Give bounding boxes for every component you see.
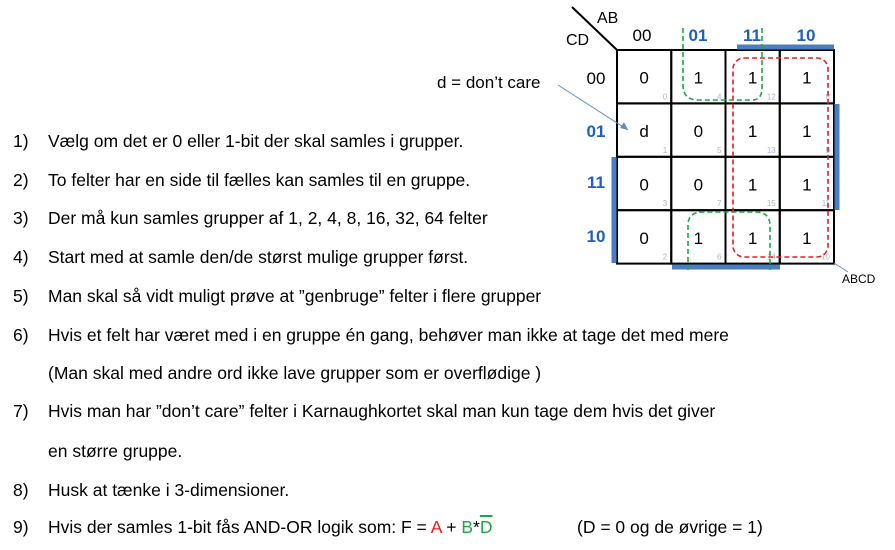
kmap-cell-value: 1: [747, 175, 758, 195]
kmap-cell-value: 1: [693, 68, 704, 88]
kmap-row-header: 01: [586, 122, 606, 141]
kmap-cell-value: 0: [693, 122, 704, 142]
rule-number: 1): [13, 131, 29, 151]
kmap-cell-value: 0: [639, 175, 649, 195]
kmap-cell-value: 1: [747, 68, 758, 88]
kmap-minterm-index: 5: [717, 145, 722, 155]
rule-number: 9): [13, 517, 29, 537]
formula-lead-text: Hvis der samles 1-bit fås AND-OR logik som: F =: [48, 517, 431, 537]
kmap-minterm-index: 8: [825, 92, 830, 102]
formula-var-a: A: [430, 517, 442, 537]
rule-text: (Man skal med andre ord ikke lave grupper som er overflødige ): [48, 363, 542, 383]
kmap-cell-value: d: [639, 122, 649, 142]
kmap-row-header: 11: [587, 173, 605, 192]
kmap-cell-value: 1: [802, 175, 812, 195]
rule-number: 8): [13, 480, 29, 500]
kmap-minterm-index: 7: [717, 199, 722, 209]
rule-number: 7): [13, 401, 29, 421]
formula-plus: +: [441, 517, 462, 537]
formula-star: *: [473, 517, 480, 537]
kmap-minterm-index: 1: [662, 145, 668, 155]
kmap-minterm-index: 9: [825, 145, 830, 155]
kmap-minterm-index: 12: [766, 92, 776, 102]
kmap-col-header: 00: [632, 26, 652, 45]
formula-var-d-negated: $\overline{D}$: [479, 517, 493, 537]
kmap-minterm-index: 11: [821, 199, 830, 209]
kmap-col-header: 01: [688, 26, 708, 45]
kmap-cell-value: 1: [802, 228, 812, 248]
kmap-cell-value: 1: [802, 122, 812, 142]
kmap-minterm-index: 13: [766, 145, 776, 155]
rule-text: Hvis et felt har været med i en gruppe én gang, behøver man ikke at tage det med mere: [48, 325, 729, 345]
rule-text: Hvis man har ”don’t care” felter i Karnaughkortet skal man kun tage dem hvis det giver: [48, 401, 716, 421]
rule-text: en større gruppe.: [48, 441, 183, 461]
kmap-minterm-index: 10: [821, 252, 830, 262]
rule-text: Husk at tænke i 3-dimensioner.: [48, 480, 290, 500]
rule-text: Vælg om det er 0 eller 1-bit der skal samles i grupper.: [48, 131, 464, 151]
formula-note: (D = 0 og de øvrige = 1): [577, 517, 763, 537]
rule-number: 6): [13, 325, 29, 345]
kmap-minterm-index: 4: [717, 92, 722, 102]
kmap-cell-value: 1: [693, 228, 704, 248]
rule-text: To felter har en side til fælles kan samles til en gruppe.: [48, 170, 471, 190]
kmap-corner-cd: CD: [566, 32, 590, 49]
kmap-minterm-index: 0: [662, 92, 668, 102]
rule-number: 5): [13, 286, 29, 306]
kmap-minterm-index: 3: [662, 199, 668, 209]
kmap-cell-value: 0: [693, 175, 704, 195]
kmap-col-header: 10: [796, 26, 816, 45]
kmap-col-header: 11: [743, 26, 761, 45]
kmap-corner-ab: AB: [597, 10, 619, 27]
kmap-cell-value: 0: [639, 68, 649, 88]
kmap-minterm-index: 14: [766, 252, 776, 262]
kmap-minterm-index: 6: [717, 252, 722, 262]
rule-text: Man skal så vidt muligt prøve at ”genbruge” felter i flere grupper: [48, 286, 542, 306]
kmap-row-header: 10: [586, 227, 606, 246]
rule-text: Start med at samle den/de størst mulige grupper først.: [48, 247, 469, 267]
kmap-cell-value: 1: [747, 122, 758, 142]
kmap-cell-value: 0: [639, 228, 649, 248]
rule-number: 2): [13, 170, 29, 190]
kmap-minterm-index: 15: [766, 199, 776, 209]
kmap-row-header: 00: [586, 69, 606, 88]
rule-number: 4): [13, 247, 29, 267]
formula-var-b: B: [461, 517, 474, 537]
kmap-minterm-index: 2: [662, 252, 668, 262]
rule-text: Der må kun samles grupper af 1, 2, 4, 8, 16, 32, 64 felter: [48, 208, 488, 228]
rule-number: 3): [13, 208, 29, 228]
kmap-cell-value: 1: [802, 68, 812, 88]
kmap-cell-value: 1: [747, 228, 758, 248]
dont-care-label: d = don’t care: [437, 73, 541, 92]
abcd-label: ABCD: [842, 272, 876, 286]
abcd-pointer: [834, 263, 848, 272]
